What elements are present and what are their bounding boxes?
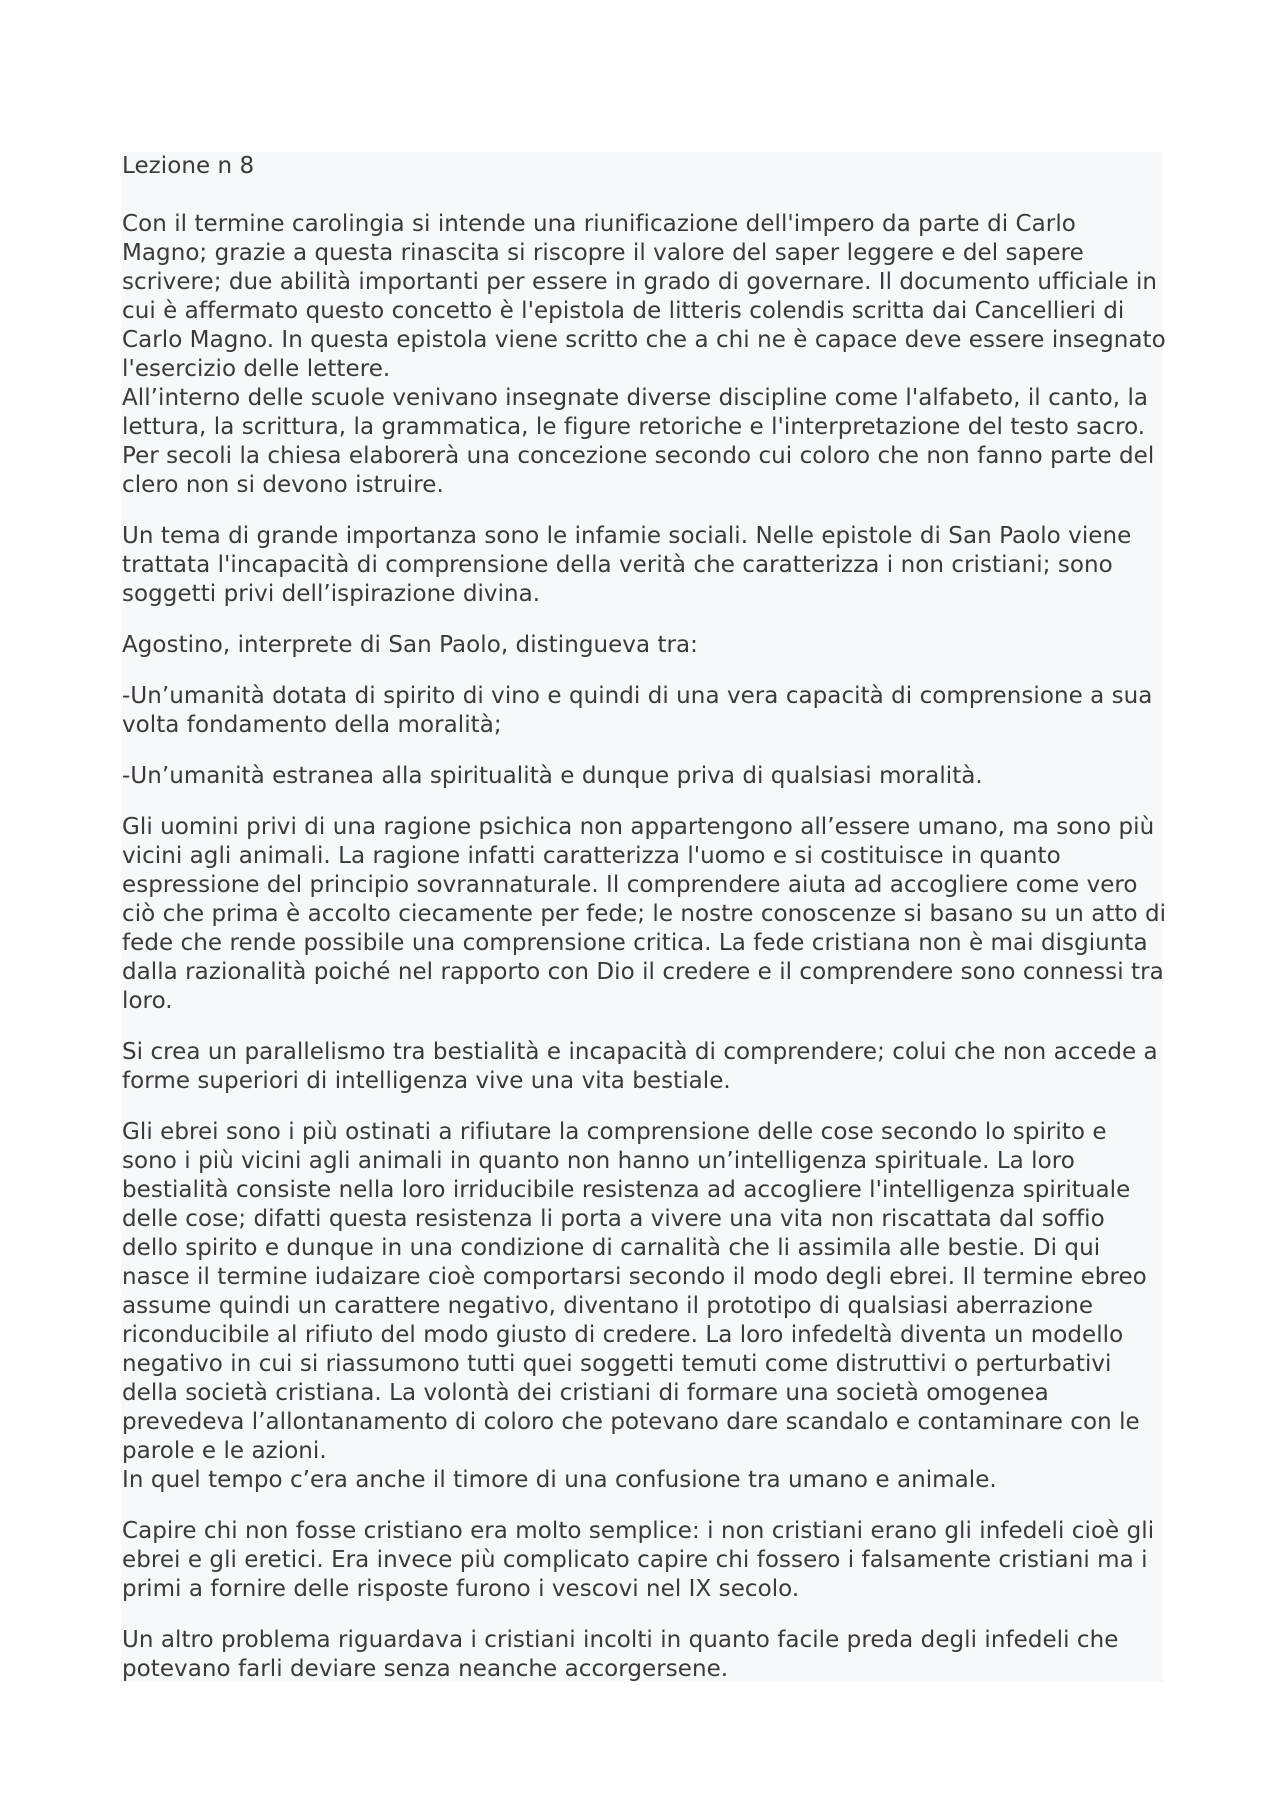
paragraph-social-infamies: Un tema di grande importanza sono le infamie sociali. Nelle epistole di San Paolo viene trattata l'incapacità di comprensione della verità che caratterizza i non cristiani; sono soggetti privi dell’ispirazione divina. [122,523,1132,607]
document-body [122,152,1167,1684]
paragraph-augustine-intro: Agostino, interprete di San Paolo, distingueva tra: [122,632,698,658]
lesson-title: Lezione n 8 [122,153,255,179]
list-item-non-spiritual-humanity: -Un’umanità estranea alla spiritualità e dunque priva di qualsiasi moralità. [122,763,983,789]
list-item-spiritual-humanity: -Un’umanità dotata di spirito di vino e quindi di una vera capacità di comprensione a sua volta fondamento della moralità; [122,683,1153,738]
paragraph-false-christians: Capire chi non fosse cristiano era molto semplice: i non cristiani erano gli infedeli cioè gli ebrei e gli eretici. Era invece più complicato capire chi fossero i falsamente cristiani ma i primi a fornire delle risposte furono i vescovi nel IX secolo. [122,1518,1155,1602]
paragraph-bestiality-parallel: Si crea un parallelismo tra bestialità e incapacità di comprendere; colui che non accede a forme superiori di intelligenza vive una vita bestiale. [122,1039,1158,1094]
paragraph-carolingian-renaissance: Con il termine carolingia si intende una riunificazione dell'impero da parte di Carlo Magno; grazie a questa rinascita si riscopre il valore del saper leggere e del sapere scrivere; due abilità importanti per essere in grado di governare. Il documento ufficiale in cui è affermato questo concetto è l'epistola de litteris colendis scritta dai Cancellieri di Carlo Magno. In questa epistola viene scritto che a chi ne è capace deve essere insegnato l'esercizio delle lettere. All’interno delle scuole venivano insegnate diverse discipline come l'alfabeto, il canto, la lettura, la scrittura, la grammatica, le figure retoriche e l'interpretazione del testo sacro. Per secoli la chiesa elaborerà una concezione secondo cui coloro che non fanno parte del clero non si devono istruire. [122,211,1166,498]
paragraph-reason-and-faith: Gli uomini privi di una ragione psichica non appartengono all’essere umano, ma sono più vicini agli animali. La ragione infatti caratterizza l'uomo e si costituisce in quanto espressione del principio sovrannaturale. Il comprendere aiuta ad accogliere come vero ciò che prima è accolto ciecamente per fede; le nostre conoscenze si basano su un atto di fede che rende possibile una comprensione critica. La fede cristiana non è mai disgiunta dalla razionalità poiché nel rapporto con Dio il credere e il comprendere sono connessi tra loro. [122,814,1167,1014]
paragraph-jews-and-spirit: Gli ebrei sono i più ostinati a rifiutare la comprensione delle cose secondo lo spirito e sono i più vicini agli animali in quanto non hanno un’intelligenza spirituale. La loro bestialità consiste nella loro irriducibile resistenza ad accogliere l'intelligenza spirituale delle cose; difatti questa resistenza li porta a vivere una vita non riscattata dal soffio dello spirito e dunque in una condizione di carnalità che li assimila alle bestie. Di qui nasce il termine iudaizare cioè comportarsi secondo il modo degli ebrei. Il termine ebreo assume quindi un carattere negativo, diventano il prototipo di qualsiasi aberrazione riconducibile al rifiuto del modo giusto di credere. La loro infedeltà diventa un modello negativo in cui si riassumono tutti quei soggetti temuti come distruttivi o perturbativi della società cristiana. La volontà dei cristiani di formare una società omogenea prevedeva l’allontanamento di coloro che potevano dare scandalo e contaminare con le parole e le azioni. In quel tempo c’era anche il timore di una confusione tra umano e animale. [122,1119,1147,1493]
paragraph-uneducated-christians: Un altro problema riguardava i cristiani incolti in quanto facile preda degli infedeli che potevano farli deviare senza neanche accorgersene. [122,1627,1119,1682]
